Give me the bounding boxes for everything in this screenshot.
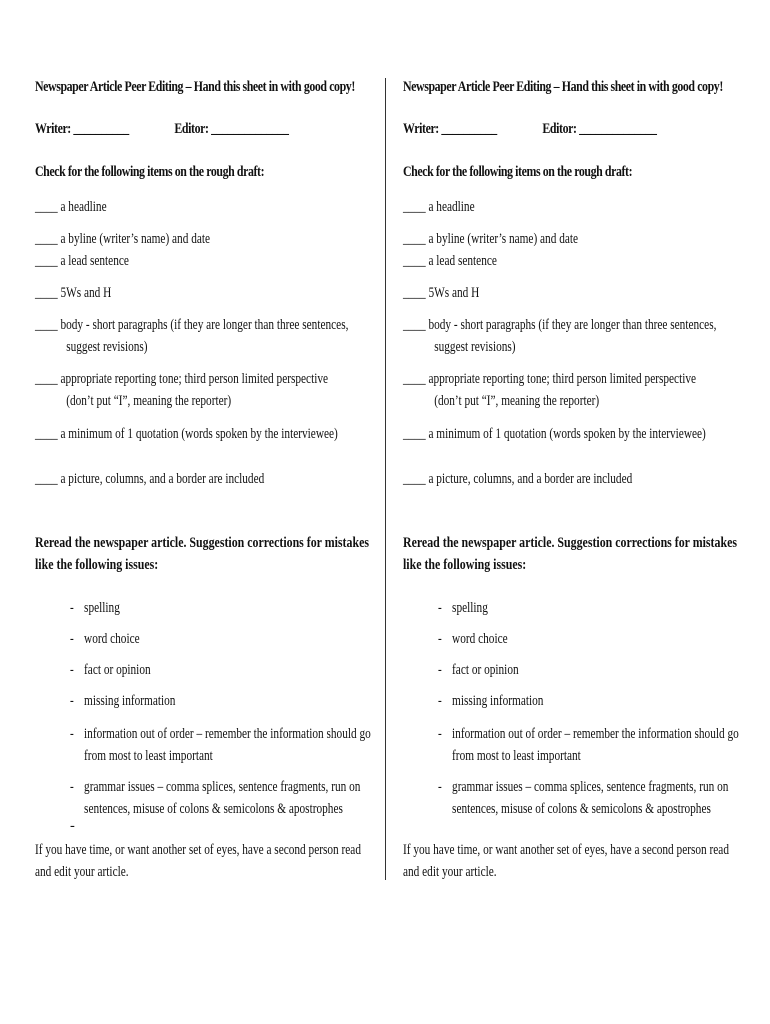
sheet-title: Newspaper Article Peer Editing – Hand this sheet in with good copy! [35, 79, 355, 95]
issue-item: - spelling [438, 600, 488, 616]
checklist-item: ____ appropriate reporting tone; third person limited perspective (don’t put “I”, meaning the reporter) [35, 371, 329, 409]
checklist-item: ____ a minimum of 1 quotation (words spoken by the interviewee) [35, 426, 338, 442]
issue-item: - missing information [70, 693, 176, 709]
checklist-item: ____ a byline (writer’s name) and date [403, 231, 579, 247]
writer-field[interactable]: Writer: __________ [35, 121, 129, 137]
checklist-item: ____ appropriate reporting tone; third person limited perspective (don’t put “I”, meaning the reporter) [403, 371, 697, 409]
checklist-item: ____ a minimum of 1 quotation (words spoken by the interviewee) [403, 426, 706, 442]
checklist-item: ____ 5Ws and H [403, 285, 480, 301]
column-divider [385, 78, 386, 880]
checklist-item: ____ a byline (writer’s name) and date [35, 231, 211, 247]
sheet-title: Newspaper Article Peer Editing – Hand this sheet in with good copy! [403, 79, 723, 95]
checklist-item: ____ a lead sentence [35, 253, 129, 269]
closing-note: If you have time, or want another set of eyes, have a second person read and edit your article. [35, 842, 361, 880]
checklist-item: ____ 5Ws and H [35, 285, 112, 301]
closing-note: If you have time, or want another set of eyes, have a second person read and edit your article. [403, 842, 729, 880]
issue-item: - fact or opinion [438, 662, 519, 678]
issue-item: - word choice [438, 631, 508, 647]
editor-field[interactable]: Editor: ______________ [542, 121, 657, 137]
reread-instructions: Reread the newspaper article. Suggestion corrections for mistakes like the following issues: [403, 535, 737, 573]
checklist-item: ____ a picture, columns, and a border are included [403, 471, 633, 487]
checklist-item: ____ body - short paragraphs (if they are longer than three sentences, suggest revisions) [35, 317, 349, 355]
writer-editor-row [403, 121, 657, 138]
checklist-heading: Check for the following items on the rough draft: [403, 164, 633, 180]
writer-editor-row [35, 121, 289, 138]
issue-item: - word choice [70, 631, 140, 647]
checklist-heading: Check for the following items on the rough draft: [35, 164, 265, 180]
checklist-item: ____ a headline [35, 199, 107, 215]
writer-field[interactable]: Writer: __________ [403, 121, 497, 137]
checklist-item: ____ a headline [403, 199, 475, 215]
empty-bullet: - [70, 818, 75, 834]
editor-field[interactable]: Editor: ______________ [174, 121, 289, 137]
issue-item: - grammar issues – comma splices, sentence fragments, run on sentences, misuse of colons & semicolons & apostrophes [438, 779, 729, 817]
checklist-item: ____ a lead sentence [403, 253, 497, 269]
issue-item: - spelling [70, 600, 120, 616]
issue-item: - fact or opinion [70, 662, 151, 678]
reread-instructions: Reread the newspaper article. Suggestion corrections for mistakes like the following issues: [35, 535, 369, 573]
issue-item: - information out of order – remember the information should go from most to least important [70, 726, 371, 764]
issue-item: - missing information [438, 693, 544, 709]
issue-item: - information out of order – remember the information should go from most to least important [438, 726, 739, 764]
checklist-item: ____ a picture, columns, and a border are included [35, 471, 265, 487]
checklist-item: ____ body - short paragraphs (if they are longer than three sentences, suggest revisions) [403, 317, 717, 355]
issue-item: - grammar issues – comma splices, sentence fragments, run on sentences, misuse of colons & semicolons & apostrophes [70, 779, 361, 817]
